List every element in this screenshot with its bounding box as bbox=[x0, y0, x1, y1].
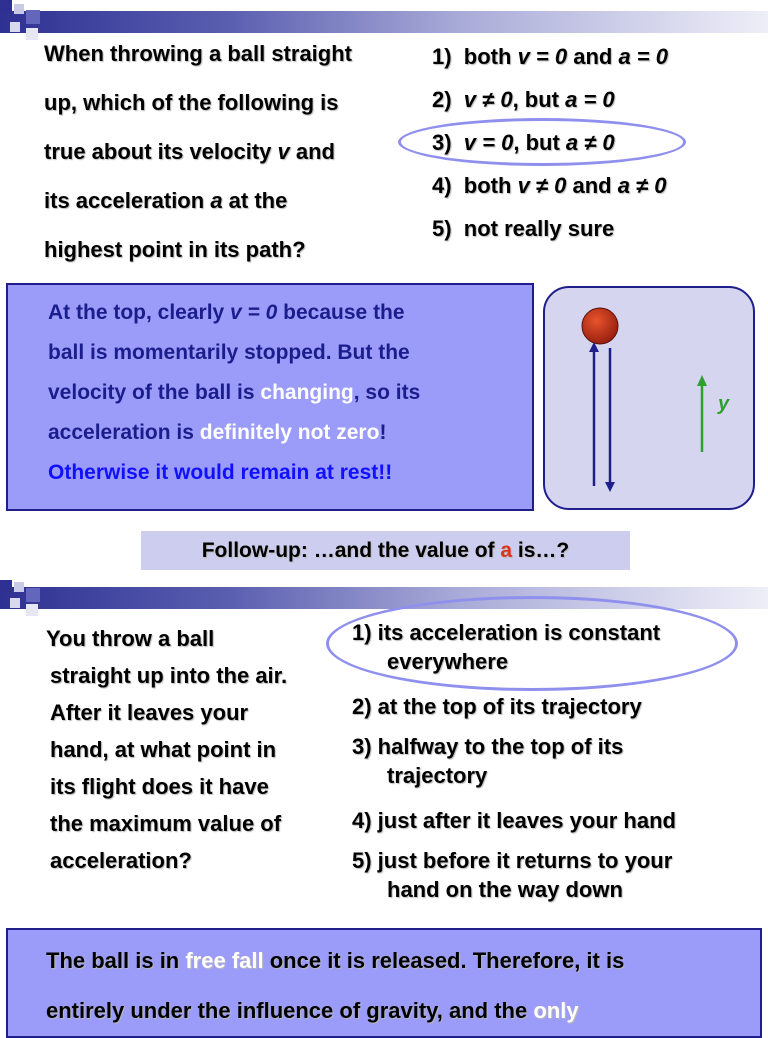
explanation-line bbox=[48, 373, 420, 413]
answer-math: v ≠ 0 bbox=[463, 87, 513, 112]
followup-text: Follow-up: …and the value of bbox=[201, 539, 501, 562]
explanation-line bbox=[48, 413, 420, 453]
explanation-line: Otherwise it would remain at rest!! bbox=[48, 461, 393, 484]
question-line: After it leaves your bbox=[50, 700, 249, 725]
answer-math: a ≠ 0 bbox=[565, 130, 615, 155]
question-line: acceleration? bbox=[50, 848, 192, 873]
followup-text: is…? bbox=[512, 539, 570, 562]
question-line: its flight does it have bbox=[50, 774, 269, 799]
header-decoration bbox=[10, 22, 20, 32]
question-1 bbox=[44, 29, 352, 274]
answer-option-2 bbox=[352, 694, 642, 720]
answer-text: hand on the way down bbox=[387, 877, 623, 902]
acceleration-symbol: a bbox=[210, 188, 223, 213]
velocity-symbol: v bbox=[277, 139, 290, 164]
explanation-line bbox=[46, 936, 624, 986]
header-decoration bbox=[26, 588, 40, 602]
explanation-text-part: acceleration is bbox=[48, 421, 200, 444]
question-text: at the bbox=[222, 188, 288, 213]
explanation-text-part: The ball is in bbox=[46, 948, 186, 973]
answer-option-3 bbox=[352, 734, 623, 789]
trajectory-diagram bbox=[545, 288, 753, 508]
question-text: its acceleration bbox=[44, 188, 211, 213]
ball-icon bbox=[582, 308, 618, 344]
explanation-text bbox=[46, 936, 624, 1036]
question-text: true about its velocity bbox=[44, 139, 278, 164]
explanation-text-part: At the top, clearly bbox=[48, 301, 231, 324]
answer-text: 4) just after it leaves your hand bbox=[352, 808, 676, 833]
up-arrow-icon bbox=[589, 342, 599, 486]
answer-option-5 bbox=[352, 848, 672, 903]
answer-text: everywhere bbox=[387, 649, 509, 674]
header-decoration bbox=[26, 604, 38, 616]
explanation-line bbox=[46, 986, 624, 1036]
header-decoration bbox=[26, 10, 40, 24]
explanation-text bbox=[48, 293, 420, 493]
question-line: highest point in its path? bbox=[44, 237, 306, 262]
answer-number: 4) bbox=[432, 173, 452, 198]
answer-option-1 bbox=[432, 44, 668, 70]
header-decoration bbox=[10, 598, 20, 608]
explanation-text-part: velocity of the ball is bbox=[48, 381, 261, 404]
answer-text: 5) just before it returns to your bbox=[352, 848, 673, 873]
answer-text: 1) its acceleration is constant bbox=[352, 620, 661, 645]
header-decoration bbox=[14, 582, 24, 592]
highlight-word: changing bbox=[260, 381, 354, 404]
answer-text: 3) halfway to the top of its bbox=[352, 734, 624, 759]
question-line: When throwing a ball straight bbox=[44, 41, 352, 66]
answer-math: a ≠ 0 bbox=[617, 173, 667, 198]
question-line: hand, at what point in bbox=[50, 737, 277, 762]
answer-math: v = 0 bbox=[463, 130, 514, 155]
question-line: straight up into the air. bbox=[50, 663, 288, 688]
header-decoration bbox=[0, 580, 12, 592]
answer-math: a = 0 bbox=[618, 44, 668, 69]
question-line: You throw a ball bbox=[46, 626, 215, 651]
explanation-box-1 bbox=[6, 283, 534, 511]
answer-option-5 bbox=[432, 216, 614, 242]
highlight-word: only bbox=[533, 998, 579, 1023]
explanation-text-part: , so its bbox=[353, 381, 421, 404]
followup-banner bbox=[141, 531, 630, 570]
answer-text: both bbox=[463, 173, 518, 198]
explanation-line bbox=[48, 293, 420, 333]
explanation-text-part: entirely under the influence of gravity, and the bbox=[46, 998, 534, 1023]
answer-number: 1) bbox=[432, 44, 452, 69]
answer-math: a = 0 bbox=[565, 87, 615, 112]
question-line bbox=[44, 127, 352, 176]
answer-option-2 bbox=[432, 87, 615, 113]
answer-option-3 bbox=[432, 130, 615, 156]
followup-acceleration: a bbox=[500, 539, 513, 562]
answer-number: 3) bbox=[432, 130, 452, 155]
answer-text: and bbox=[567, 44, 619, 69]
answer-text: , but bbox=[512, 87, 566, 112]
explanation-box-2 bbox=[6, 928, 762, 1038]
answer-math: v ≠ 0 bbox=[517, 173, 567, 198]
answer-text: , but bbox=[513, 130, 566, 155]
highlight-word: free fall bbox=[185, 948, 264, 973]
header-decoration bbox=[14, 4, 24, 14]
answer-option-4 bbox=[352, 808, 676, 834]
explanation-text-part: once it is released. Therefore, it is bbox=[263, 948, 625, 973]
question-text: and bbox=[289, 139, 335, 164]
down-arrow-icon bbox=[605, 348, 615, 492]
answer-math: v = 0 bbox=[517, 44, 568, 69]
question-line: up, which of the following is bbox=[44, 90, 339, 115]
answer-text: both bbox=[463, 44, 518, 69]
velocity-zero: v = 0 bbox=[230, 301, 278, 324]
question-line bbox=[44, 176, 352, 225]
ball-trajectory-figure bbox=[543, 286, 755, 510]
answer-text: not really sure bbox=[463, 216, 615, 241]
explanation-text-part: because the bbox=[277, 301, 405, 324]
question-line: the maximum value of bbox=[50, 811, 282, 836]
explanation-line: ball is momentarily stopped. But the bbox=[48, 341, 410, 364]
explanation-text-part: ! bbox=[379, 421, 387, 444]
header-decoration bbox=[0, 0, 12, 12]
highlight-word: definitely not zero bbox=[199, 421, 380, 444]
question-2 bbox=[46, 620, 287, 879]
answer-number: 5) bbox=[432, 216, 452, 241]
y-axis-arrow-icon bbox=[697, 375, 707, 452]
answer-option-1 bbox=[352, 620, 660, 675]
header-decoration bbox=[26, 28, 38, 40]
answer-text: 2) at the top of its trajectory bbox=[352, 694, 642, 719]
answer-text: and bbox=[566, 173, 618, 198]
answer-text: trajectory bbox=[387, 763, 488, 788]
y-axis-label: y bbox=[718, 393, 730, 415]
answer-number: 2) bbox=[432, 87, 452, 112]
answer-option-4 bbox=[432, 173, 666, 199]
